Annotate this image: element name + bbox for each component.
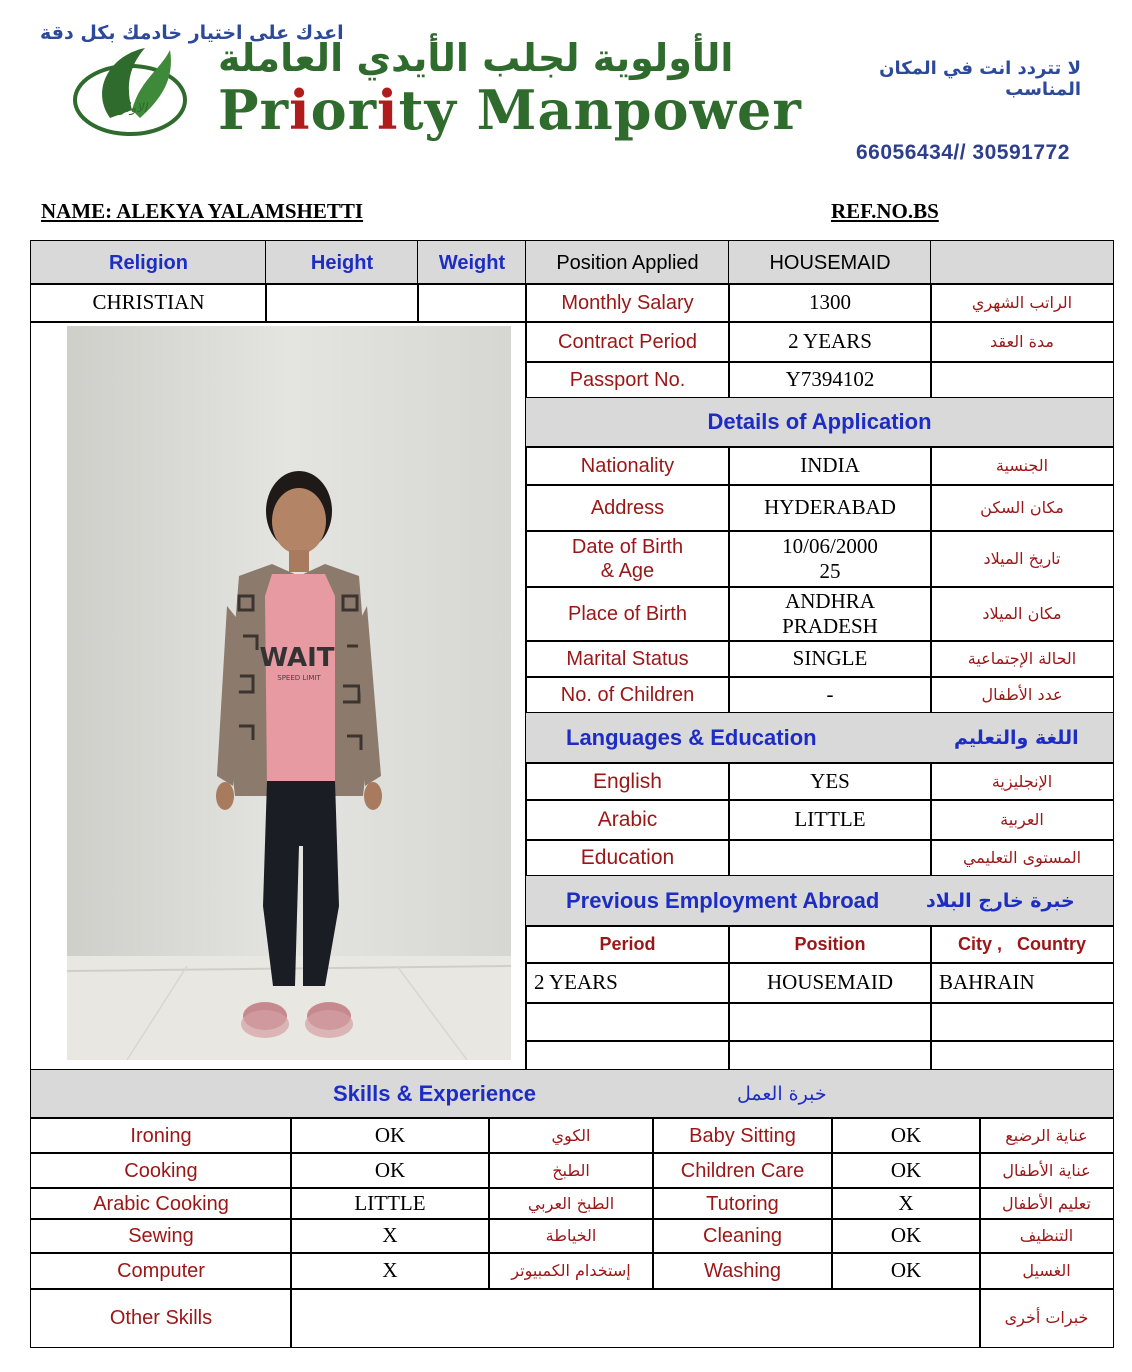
- skill-childrencare-arabic: عناية الأطفال: [979, 1152, 1114, 1189]
- skill-cleaning-label: Cleaning: [652, 1218, 833, 1254]
- education-value: [728, 839, 932, 877]
- skill-computer-value: X: [290, 1252, 490, 1290]
- period-column-header: Period: [525, 925, 730, 964]
- skill-cleaning-value: OK: [831, 1218, 981, 1254]
- nationality-arabic: الجنسية: [930, 446, 1114, 486]
- nationality-label: Nationality: [525, 446, 730, 486]
- details-section-title: Details of Application: [525, 397, 1114, 448]
- children-value: -: [728, 676, 932, 714]
- contract-label: Contract Period: [525, 321, 730, 363]
- skill-washing-value: OK: [831, 1252, 981, 1290]
- marital-value: SINGLE: [728, 640, 932, 678]
- skill-tutoring-arabic: تعليم الأطفال: [979, 1187, 1114, 1220]
- employment-position-value: HOUSEMAID: [728, 962, 932, 1004]
- religion-header: Religion: [30, 240, 267, 285]
- logo-arabic-text: الأولوية لجلب الأيدي العاملة: [218, 36, 734, 80]
- pob-value: ANDHRA PRADESH: [728, 586, 932, 642]
- other-skills-label: Other Skills: [30, 1288, 292, 1348]
- skill-computer-arabic: إستخدام الكمبيوتر: [488, 1252, 654, 1290]
- nationality-value: INDIA: [728, 446, 932, 486]
- header-empty-cell: [930, 240, 1114, 285]
- salary-value: 1300: [728, 283, 932, 323]
- logo-mark-text: الاولويه: [108, 101, 148, 116]
- contract-value: 2 YEARS: [728, 321, 932, 363]
- position-column-header: Position: [728, 925, 932, 964]
- skill-sewing-value: X: [290, 1218, 490, 1254]
- candidate-photo: [67, 326, 511, 1060]
- skill-childrencare-label: Children Care: [652, 1152, 833, 1189]
- employment-empty-cell: [930, 1002, 1114, 1042]
- skill-tutoring-value: X: [831, 1187, 981, 1220]
- other-skills-arabic: خبرات أخرى: [979, 1288, 1114, 1348]
- skill-babysitting-value: OK: [831, 1117, 981, 1154]
- skill-washing-label: Washing: [652, 1252, 833, 1290]
- children-label: No. of Children: [525, 676, 730, 714]
- skill-babysitting-arabic: عناية الرضيع: [979, 1117, 1114, 1154]
- shirt-print-text: WAIT: [259, 643, 335, 673]
- company-logo-icon: [70, 40, 190, 140]
- employment-empty-cell: [525, 1002, 730, 1042]
- children-arabic: عدد الأطفال: [930, 676, 1114, 714]
- employment-empty-cell: [728, 1040, 932, 1071]
- address-label: Address: [525, 484, 730, 532]
- phone-numbers: 66056434// 30591772: [856, 141, 1070, 164]
- shirt-print-subtext: SPEED LIMIT: [277, 674, 321, 682]
- employment-section-title: Previous Employment Abroad خبرة خارج البلاد: [525, 875, 1114, 927]
- address-value: HYDERABAD: [728, 484, 932, 532]
- english-arabic: الإنجليزية: [930, 762, 1114, 801]
- skill-sewing-label: Sewing: [30, 1218, 292, 1254]
- passport-value: Y7394102: [728, 361, 932, 399]
- employment-country-value: BAHRAIN: [930, 962, 1114, 1004]
- skill-ironing-arabic: الكوي: [488, 1117, 654, 1154]
- arabic-arabic: العربية: [930, 799, 1114, 841]
- employment-empty-cell: [930, 1040, 1114, 1071]
- languages-section-title: Languages & Education اللغة والتعليم: [525, 712, 1114, 764]
- skill-sewing-arabic: الخياطة: [488, 1218, 654, 1254]
- skill-childrencare-value: OK: [831, 1152, 981, 1189]
- weight-value: [417, 283, 527, 323]
- skill-babysitting-label: Baby Sitting: [652, 1117, 833, 1154]
- header-slogan: لا تتردد انت في المكان المناسب: [879, 58, 1081, 100]
- other-skills-value: [290, 1288, 981, 1348]
- skill-arabiccooking-value: LITTLE: [290, 1187, 490, 1220]
- religion-value: CHRISTIAN: [30, 283, 267, 323]
- weight-header: Weight: [417, 240, 527, 285]
- dob-arabic: تاريخ الميلاد: [930, 530, 1114, 588]
- passport-empty: [930, 361, 1114, 399]
- skill-ironing-value: OK: [290, 1117, 490, 1154]
- cv-table: [30, 240, 1114, 1350]
- education-arabic: المستوى التعليمي: [930, 839, 1114, 877]
- skill-ironing-label: Ironing: [30, 1117, 292, 1154]
- skill-cleaning-arabic: التنظيف: [979, 1218, 1114, 1254]
- marital-label: Marital Status: [525, 640, 730, 678]
- skill-arabiccooking-label: Arabic Cooking: [30, 1187, 292, 1220]
- salary-arabic: الراتب الشهري: [930, 283, 1114, 323]
- skill-arabiccooking-arabic: الطبخ العربي: [488, 1187, 654, 1220]
- position-applied-label: Position Applied: [525, 240, 730, 285]
- header-tagline: اعدك على اختيار خادمك بكل دقة: [40, 22, 344, 44]
- skill-washing-arabic: الغسيل: [979, 1252, 1114, 1290]
- skill-cooking-label: Cooking: [30, 1152, 292, 1189]
- position-applied-value: HOUSEMAID: [728, 240, 932, 285]
- dob-label: Date of Birth & Age: [525, 530, 730, 588]
- employment-empty-cell: [525, 1040, 730, 1071]
- logo-english-text: Priority Manpower: [218, 78, 802, 142]
- candidate-name: NAME: ALEKYA YALAMSHETTI: [41, 199, 364, 223]
- address-arabic: مكان السكن: [930, 484, 1114, 532]
- skills-section-title: Skills & Experience خبرة العمل: [30, 1069, 1114, 1119]
- contract-arabic: مدة العقد: [930, 321, 1114, 363]
- employment-empty-cell: [728, 1002, 932, 1042]
- reference-number: REF.NO.BS: [831, 199, 939, 223]
- skill-cooking-arabic: الطبخ: [488, 1152, 654, 1189]
- arabic-label: Arabic: [525, 799, 730, 841]
- arabic-value: LITTLE: [728, 799, 932, 841]
- pob-label: Place of Birth: [525, 586, 730, 642]
- salary-label: Monthly Salary: [525, 283, 730, 323]
- marital-arabic: الحالة الإجتماعية: [930, 640, 1114, 678]
- english-value: YES: [728, 762, 932, 801]
- education-label: Education: [525, 839, 730, 877]
- dob-value: 10/06/2000 25: [728, 530, 932, 588]
- height-value: [265, 283, 419, 323]
- passport-label: Passport No.: [525, 361, 730, 399]
- english-label: English: [525, 762, 730, 801]
- employment-period-value: 2 YEARS: [525, 962, 730, 1004]
- height-header: Height: [265, 240, 419, 285]
- pob-arabic: مكان الميلاد: [930, 586, 1114, 642]
- skill-computer-label: Computer: [30, 1252, 292, 1290]
- skill-cooking-value: OK: [290, 1152, 490, 1189]
- skill-tutoring-label: Tutoring: [652, 1187, 833, 1220]
- country-column-header: City , Country: [930, 925, 1114, 964]
